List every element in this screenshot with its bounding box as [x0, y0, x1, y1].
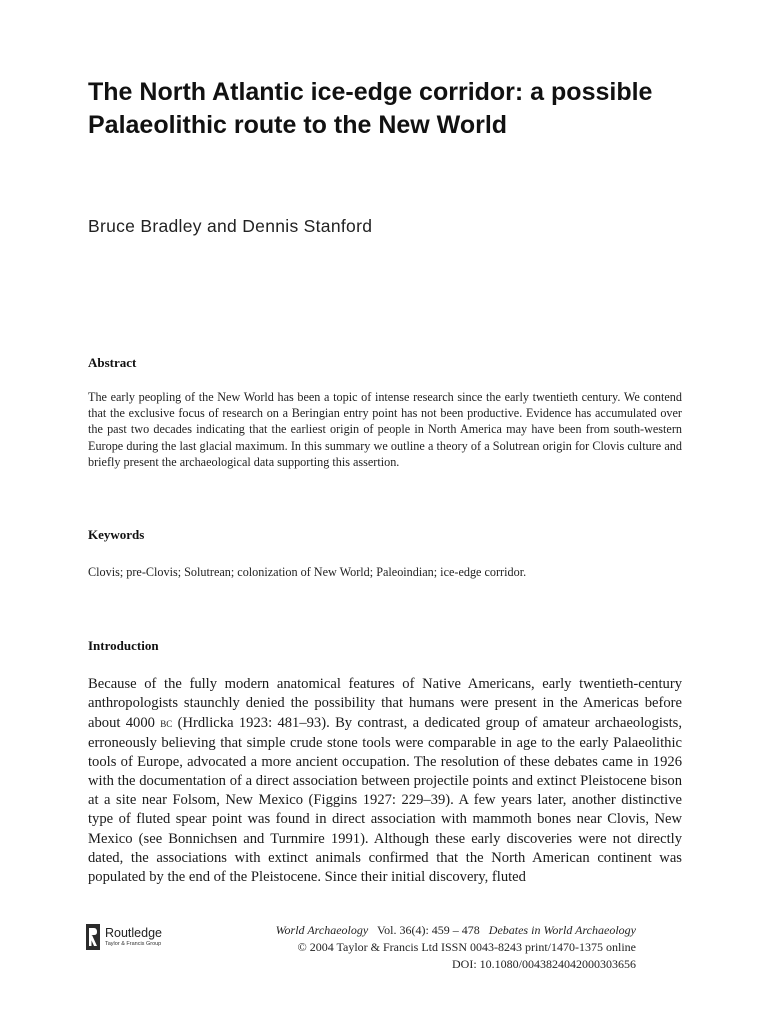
publisher-logo [86, 924, 206, 952]
intro-text-part-1: Because of the fully modern anatomical features of Native Americans, early twentieth-century anthropologists staunchly denied the possibility that humans were present in the Americas before about 4000 [88, 676, 682, 732]
bc-abbreviation: bc [160, 715, 173, 731]
article-title: The North Atlantic ice-edge corridor: a possible Palaeolithic route to the New World [88, 78, 653, 139]
publisher-subtitle: Taylor & Francis Group [105, 941, 162, 947]
abstract-heading: Abstract [88, 355, 137, 370]
journal-series: Debates in World Archaeology [488, 923, 636, 937]
intro-text-part-2: (Hrdlicka 1923: 481–93). By contrast, a dedicated group of amateur archaeologists, erroneously believing that simple crude stone tools were comparable in age to the early Palaeolithic tools of Europe, advocated a more ancient occupation. The resolution of these debates came in 1926 with the documentation of a direct association between projectile points and extinct Pleistocene bison at a site near Folsom, New Mexico (Figgins 1927: 229–39). A few years later, another distinctive type of fluted spear point was found in direct association with mammoth bones near Clovis, New Mexico (see Bonnichsen and Turnmire 1991). Although these early discoveries were not directly dated, the associations with extinct animals confirmed that the North American continent was populated by the end of the Pleistocene. Since their initial discovery, fluted [88, 715, 682, 886]
abstract-text: The early peopling of the New World has been a topic of intense research since the early twentieth century. We contend that the exclusive focus of research on a Beringian entry point has not been productive. Evidence has accumulated over the past two decades indicating that the earliest origin of people in North America may have been from south-western Europe during the last glacial maximum. In this summary we outline a theory of a Solutrean origin for Clovis culture and briefly present the archaeological data supporting this assertion. [88, 390, 682, 469]
journal-line [216, 922, 636, 939]
article-authors: Bruce Bradley and Dennis Stanford [88, 216, 373, 236]
journal-name: World Archaeology [275, 923, 369, 937]
doi-line: DOI: 10.1080/0043824042000303656 [452, 957, 636, 971]
keywords-text: Clovis; pre-Clovis; Solutrean; colonization of New World; Paleoindian; ice-edge corridor. [88, 565, 527, 579]
keywords-heading: Keywords [88, 527, 145, 542]
routledge-logo-icon [86, 924, 100, 950]
introduction-heading: Introduction [88, 638, 159, 653]
introduction-text [88, 675, 682, 887]
journal-info [216, 922, 636, 973]
copyright-line: © 2004 Taylor & Francis Ltd ISSN 0043-8243 print/1470-1375 online [297, 940, 636, 954]
publisher-name: Routledge [105, 926, 162, 940]
journal-volume: Vol. 36(4): 459 – 478 [377, 923, 480, 937]
